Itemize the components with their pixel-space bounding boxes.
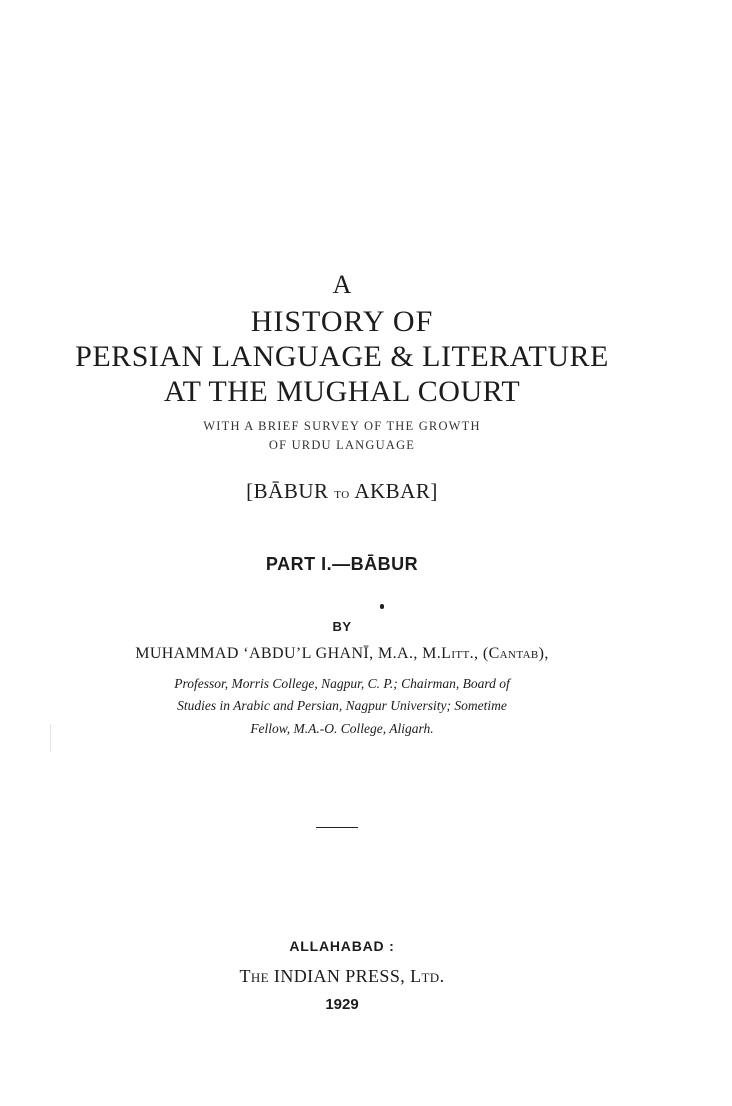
separator-rule bbox=[316, 827, 358, 828]
title-line-1: HISTORY OF bbox=[250, 305, 434, 338]
margin-mark bbox=[50, 724, 51, 752]
range-close: AKBAR] bbox=[349, 479, 438, 503]
title-article: A bbox=[332, 270, 352, 299]
author-line bbox=[0, 645, 708, 663]
title-line-3: AT THE MUGHAL COURT bbox=[163, 375, 521, 408]
range-to: to bbox=[334, 483, 350, 502]
affiliation-line-2: Studies in Arabic and Persian, Nagpur University; Sometime bbox=[177, 698, 507, 713]
author-litt: Litt. bbox=[441, 645, 475, 662]
title-line-2: PERSIAN LANGUAGE & LITERATURE bbox=[75, 340, 609, 373]
subtitle-line-2: OF URDU LANGUAGE bbox=[268, 438, 416, 452]
by-label: BY bbox=[332, 619, 352, 634]
period-range bbox=[0, 479, 708, 504]
range-open: [BĀBUR bbox=[246, 479, 335, 503]
publisher-end: . bbox=[439, 966, 445, 986]
author-cantab: Cantab bbox=[488, 645, 539, 662]
affiliation-line-3: Fellow, M.A.-O. College, Aligarh. bbox=[250, 721, 434, 736]
publisher-the: The bbox=[239, 966, 270, 986]
author-separator: , ( bbox=[474, 645, 489, 662]
publisher-ltd: Ltd bbox=[410, 966, 440, 986]
part-heading: PART I.—BĀBUR bbox=[265, 554, 419, 574]
affiliation-line-1: Professor, Morris College, Nagpur, C. P.; Chairman, Board of bbox=[174, 676, 510, 691]
author-end: ), bbox=[538, 645, 549, 662]
ornament-dot bbox=[380, 604, 384, 609]
publication-year: 1929 bbox=[325, 996, 359, 1013]
author-name: MUHAMMAD ‘ABDU’L GHANĪ, M.A., M. bbox=[135, 645, 442, 662]
publisher-name: INDIAN PRESS, bbox=[269, 966, 411, 986]
publisher-line bbox=[0, 966, 708, 987]
publication-place: ALLAHABAD : bbox=[289, 938, 395, 954]
subtitle-line-1: WITH A BRIEF SURVEY OF THE GROWTH bbox=[203, 419, 481, 433]
